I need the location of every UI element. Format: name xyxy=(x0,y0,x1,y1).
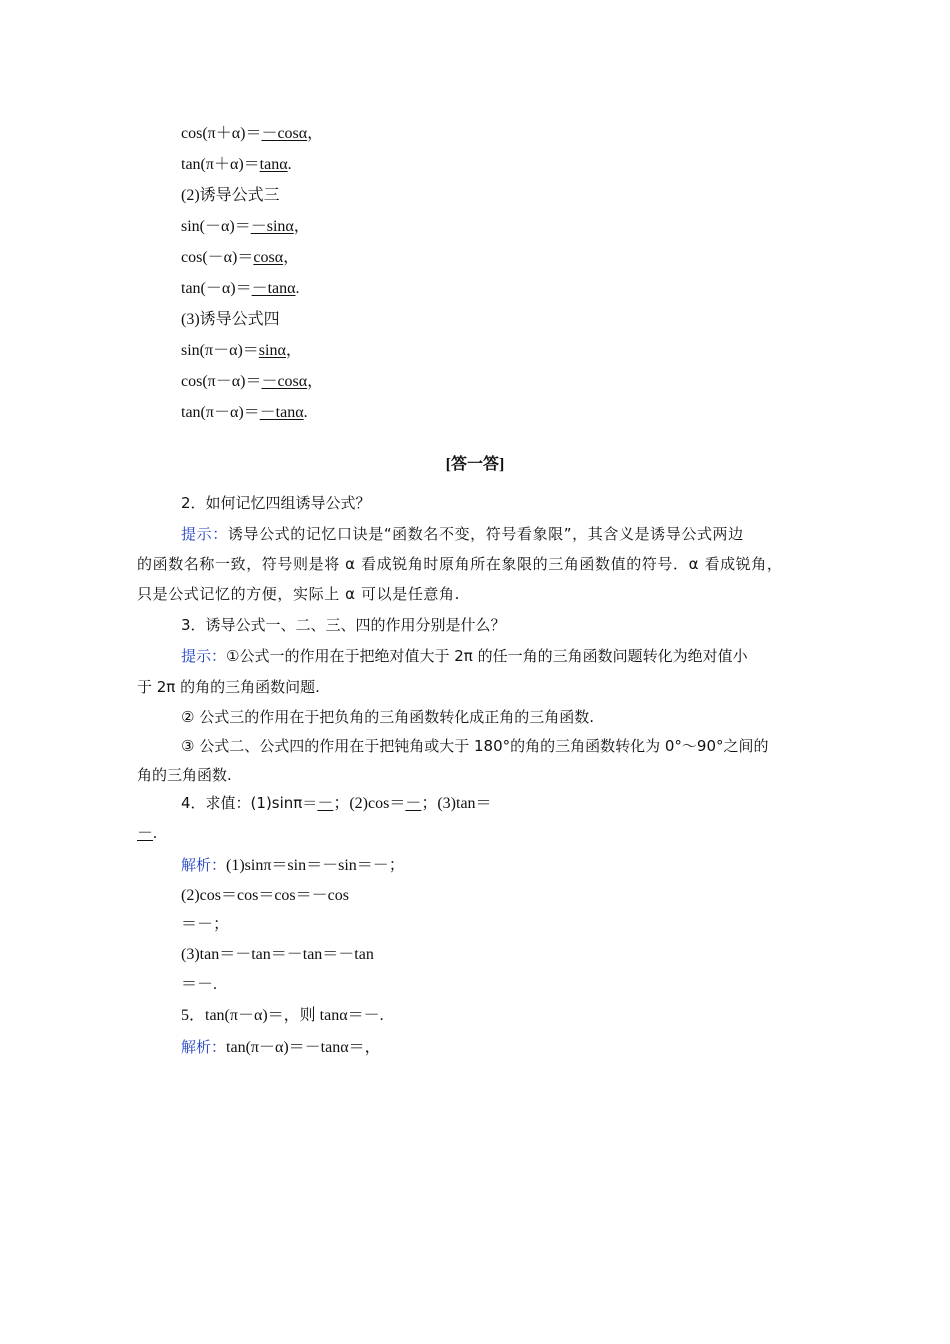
hint-3-line-2: 于 2π 的角的三角函数问题. xyxy=(137,678,320,696)
answer-blank: － xyxy=(405,795,422,812)
analysis-4-line-2: (2)cos＝cos＝cos＝－cos xyxy=(181,887,349,904)
question-4: 4．求值：(1)sinπ＝－；(2)cos＝－；(3)tan＝ xyxy=(181,794,492,812)
answer-underline: －tanα xyxy=(259,404,304,421)
formula-sin-pi-minus: sin(π－α)＝sinα， xyxy=(181,342,302,359)
question-2: 2．如何记忆四组诱导公式？ xyxy=(181,494,371,512)
analysis-label: 解析： xyxy=(181,856,227,874)
hint-3-line-5: 角的三角函数. xyxy=(137,766,232,784)
answer-blank: － xyxy=(137,825,154,842)
hint-2-line-3: 只是公式记忆的方便，实际上 α 可以是任意角. xyxy=(137,585,460,603)
analysis-label: 解析： xyxy=(181,1038,227,1056)
question-5: 5．tan(π－α)＝，则 tanα＝－. xyxy=(181,1007,384,1024)
hint-2-line-1: 提示：诱导公式的记忆口诀是“函数名不变，符号看象限”，其含义是诱导公式两边 xyxy=(181,525,744,543)
hint-3-line-3: ② 公式三的作用在于把负角的三角函数转化成正角的三角函数. xyxy=(181,708,594,726)
answer-underline: sinα xyxy=(258,342,286,359)
formula-sin-neg: sin(－α)＝－sinα， xyxy=(181,218,310,235)
analysis-4-line-1: 解析：(1)sinπ＝sin＝－sin＝－； xyxy=(181,856,405,874)
question-4-cont: －. xyxy=(137,825,158,842)
analysis-4-line-4: (3)tan＝－tan＝－tan＝－tan xyxy=(181,946,374,963)
heading-formula-4: (3)诱导公式四 xyxy=(181,311,280,328)
answer-underline: －cosα xyxy=(261,373,308,390)
formula-tan-pi-minus: tan(π－α)＝－tanα. xyxy=(181,404,308,421)
hint-label: 提示： xyxy=(181,525,228,543)
hint-3-line-4: ③ 公式二、公式四的作用在于把钝角或大于 180°的角的三角函数转化为 0°～90°之间的 xyxy=(181,737,769,755)
answer-underline: －sinα xyxy=(250,218,294,235)
formula-cos-pi-plus: cos(π＋α)＝－cosα， xyxy=(181,125,324,142)
formula-cos-pi-minus: cos(π－α)＝－cosα， xyxy=(181,373,324,390)
analysis-4-line-3: ＝－； xyxy=(181,916,230,933)
formula-tan-pi-plus: tan(π＋α)＝tanα. xyxy=(181,156,292,173)
answer-underline: tanα xyxy=(259,156,288,173)
hint-3-line-1: 提示：①公式一的作用在于把绝对值大于 2π 的任一角的三角函数问题转化为绝对值小 xyxy=(181,647,748,665)
answer-underline: －cosα xyxy=(261,125,308,142)
analysis-5-line-1: 解析：tan(π－α)＝－tanα＝， xyxy=(181,1038,381,1056)
section-title: [答一答] xyxy=(445,456,505,473)
hint-2-line-2: 的函数名称一致，符号则是将 α 看成锐角时原角所在象限的三角函数值的符号．α 看成锐角， xyxy=(137,555,783,573)
answer-blank: － xyxy=(317,795,334,812)
hint-label: 提示： xyxy=(181,647,227,665)
formula-cos-neg: cos(－α)＝cosα， xyxy=(181,249,300,266)
answer-underline: cosα xyxy=(253,249,284,266)
heading-formula-3: (2)诱导公式三 xyxy=(181,187,280,204)
formula-tan-neg: tan(－α)＝－tanα. xyxy=(181,280,300,297)
question-3: 3．诱导公式一、二、三、四的作用分别是什么？ xyxy=(181,616,506,634)
analysis-4-line-5: ＝－. xyxy=(181,976,218,993)
answer-underline: －tanα xyxy=(251,280,296,297)
